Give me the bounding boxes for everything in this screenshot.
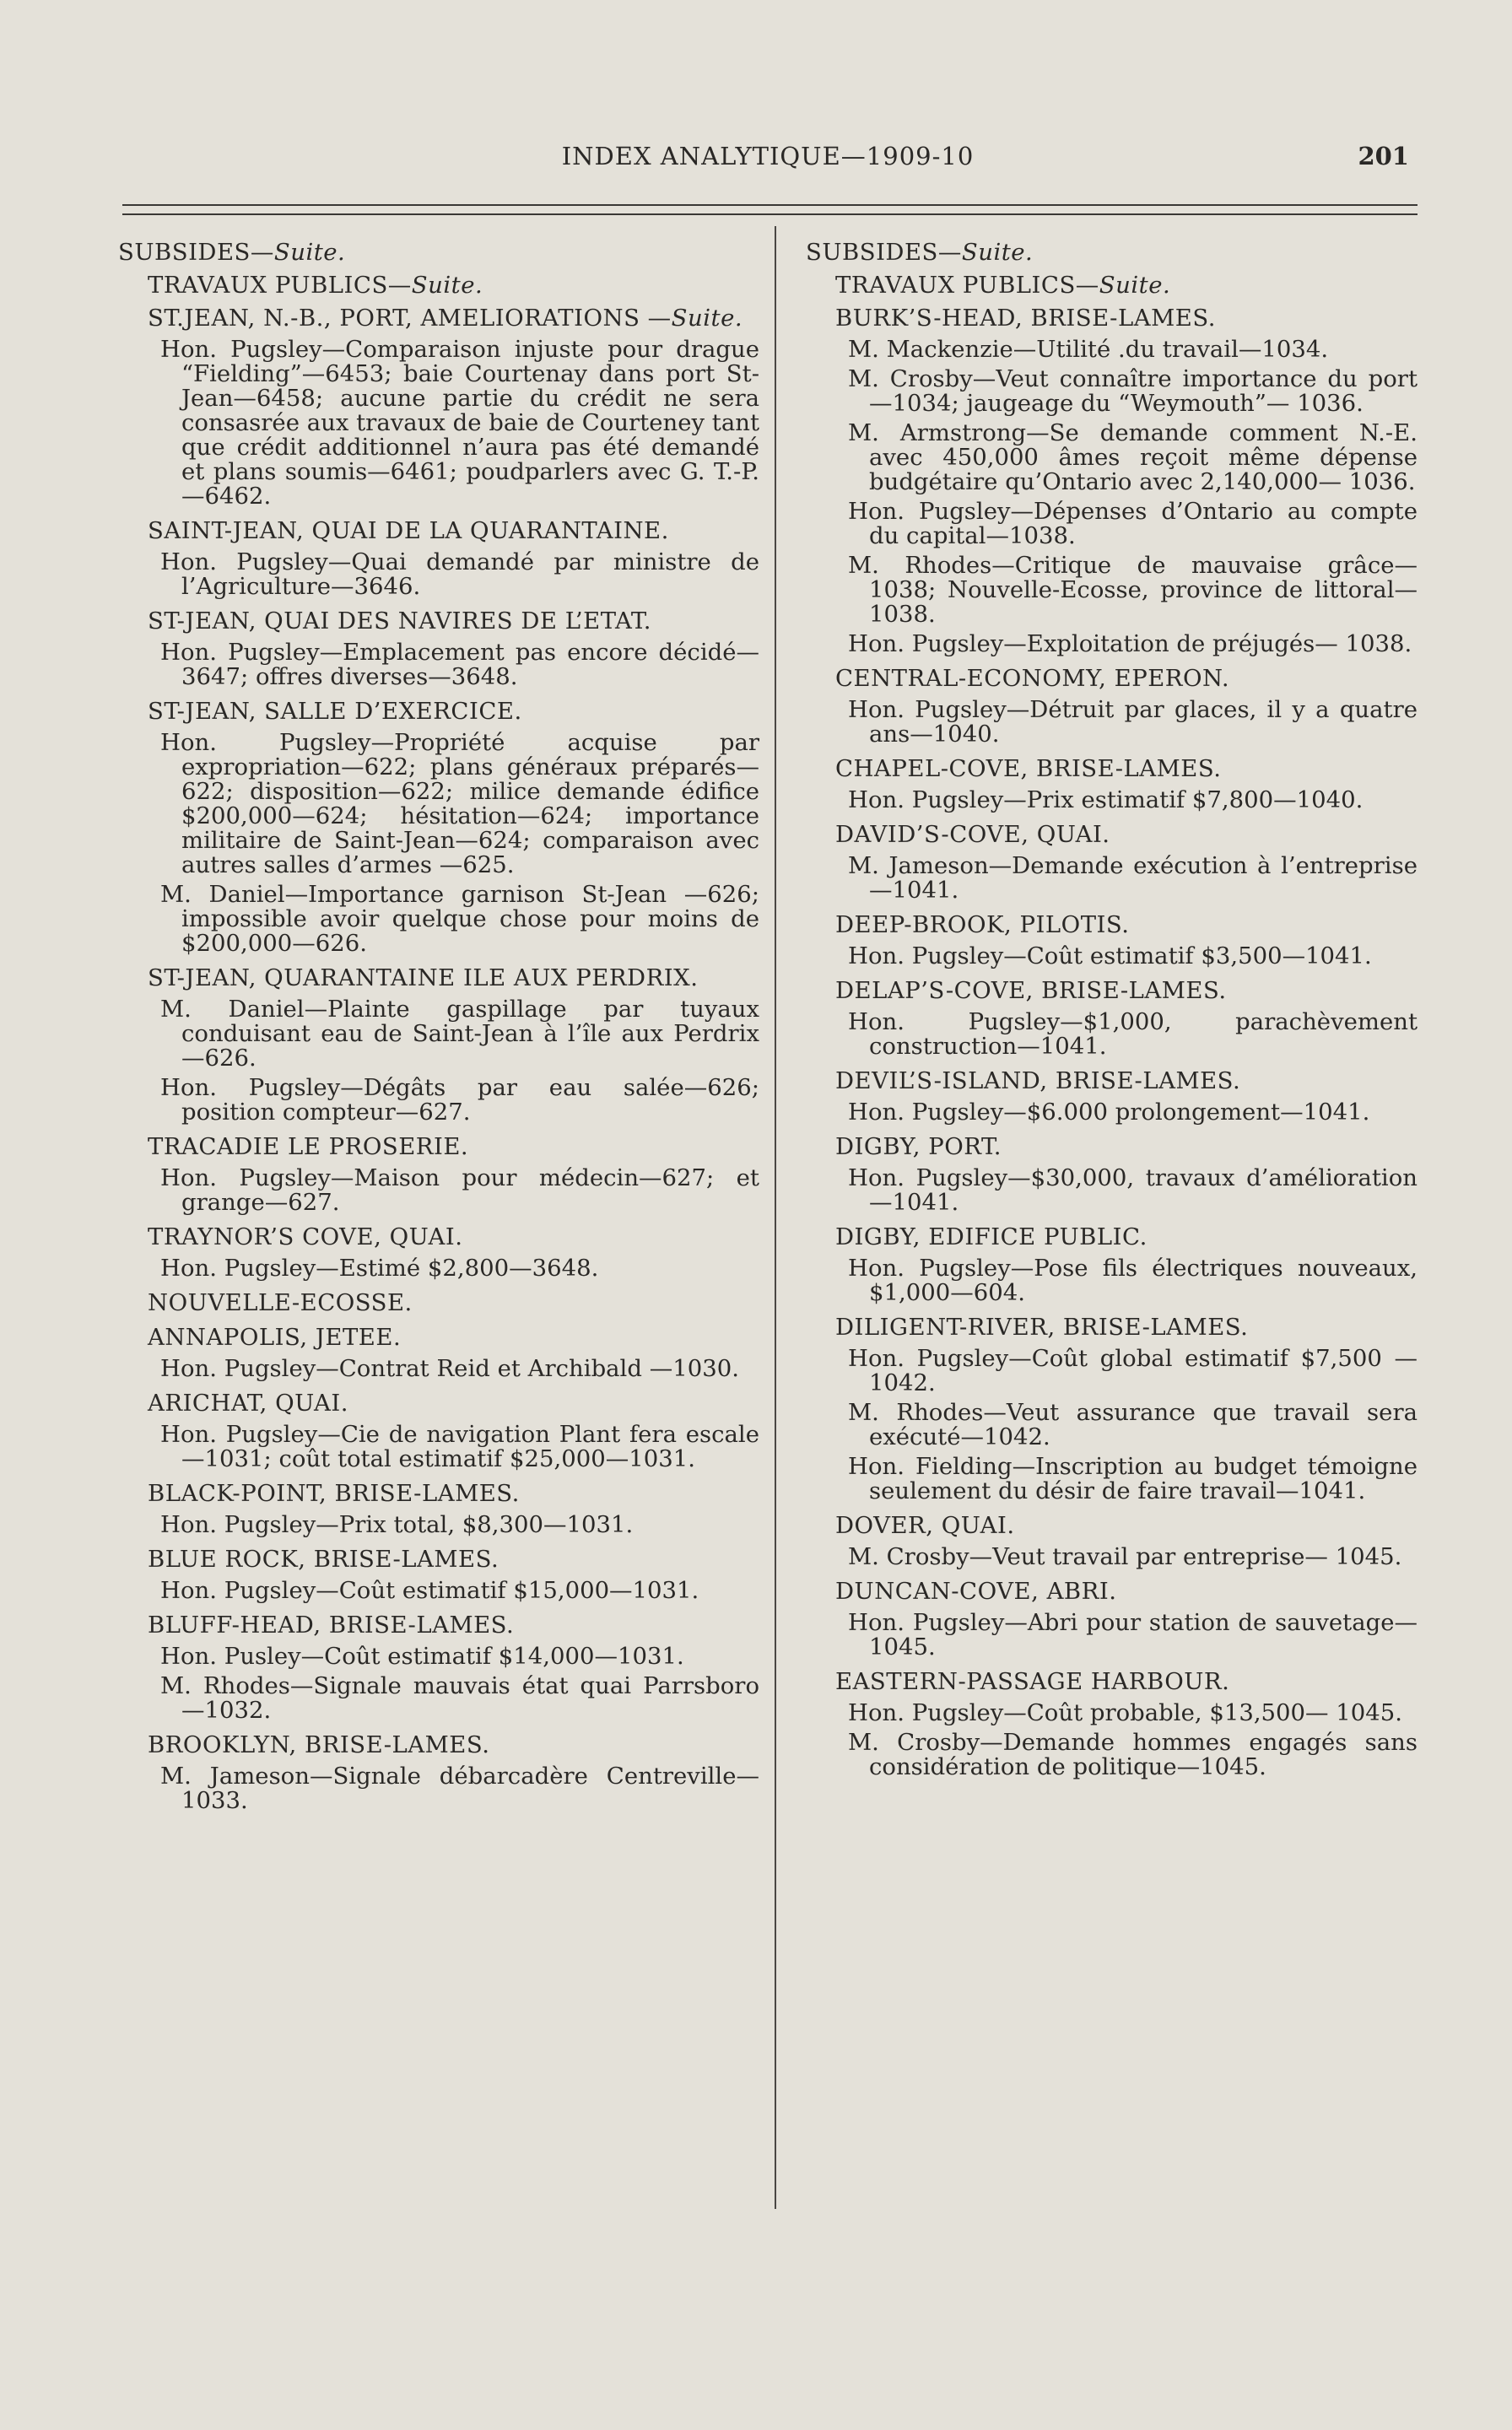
right-heading-main-suite: Suite. [961,239,1034,266]
entry-item: Hon. Pugsley—$1,000, parachèvement construction—1041. [848,1008,1418,1060]
index-entry [118,699,759,956]
column-divider [775,226,776,2209]
left-heading-main [118,240,759,265]
entry-title-text: DAVID’S-COVE, QUAI. [835,821,1110,848]
entry-item: Hon. Pugsley—Coût global estimatif $7,500 —1042. [848,1345,1418,1396]
header-rule-bottom [122,213,1418,215]
entry-title-text: ST-JEAN, QUAI DES NAVIRES DE L’ETAT. [148,608,651,634]
left-heading-sub [118,273,759,298]
entry-title [118,1135,759,1159]
entry-title-text: BURK’S-HEAD, BRISE-LAMES. [835,305,1216,332]
entry-title [118,966,759,991]
entry-title-text: DUNCAN-COVE, ABRI. [835,1578,1117,1605]
entry-title [118,1733,759,1758]
entry-title [806,1514,1418,1538]
page-header [127,142,1409,176]
entry-item: M. Crosby—Demande hommes engagés sans considération de politique—1045. [848,1729,1418,1780]
entry-title-text: NOUVELLE-ECOSSE. [148,1289,413,1316]
index-entry [118,1391,759,1472]
entry-title [806,757,1418,781]
right-heading-main-text: SUBSIDES— [806,239,962,266]
index-entry [118,1733,759,1813]
entry-title-suite: Suite. [671,305,743,332]
left-heading-sub-text: TRAVAUX PUBLICS— [148,272,412,299]
index-entry [118,1547,759,1603]
entry-title [118,1225,759,1250]
entry-item: M. Rhodes—Critique de mauvaise grâce— 1038; Nouvelle-Ecosse, province de littoral—1038. [848,552,1418,628]
entry-item: M. Daniel—Importance garnison St-Jean —626; impossible avoir quelque chose pour moins de $200,000—626. [160,881,759,957]
index-entry [118,609,759,689]
entry-title-text: SAINT-JEAN, QUAI DE LA QUARANTAINE. [148,517,669,544]
entry-item: Hon. Pugsley—Comparaison injuste pour drague “Fielding”—6453; baie Courtenay dans port St-Jean—6458; aucune partie du crédit ne sera consasrée aux travaux de baie de Courteney tant que crédit additionnel n’aura pas été demandé et plans soumis—6461; poudparlers avec G. T.-P.—6462. [160,336,759,510]
entry-title [806,1580,1418,1604]
index-entry [806,306,1418,656]
index-entry [806,1670,1418,1779]
entry-item: Hon. Pugsley—Dégâts par eau salée—626; position compteur—627. [160,1074,759,1126]
entry-item: M. Jameson—Demande exécution à l’entreprise—1041. [848,852,1418,904]
entry-title [118,306,759,331]
entry-title [118,1391,759,1416]
left-column [118,240,759,1823]
index-entry [118,519,759,599]
entry-item: Hon. Pugsley—Dépenses d’Ontario au compte du capital—1038. [848,498,1418,549]
entry-item: M. Crosby—Veut connaître importance du port—1034; jaugeage du “Weymouth”— 1036. [848,365,1418,417]
entry-item: M. Armstrong—Se demande comment N.-E. avec 450,000 âmes reçoit même dépense budgétaire qu’Ontario avec 2,140,000— 1036. [848,419,1418,495]
entry-title-text: DILIGENT-RIVER, BRISE-LAMES. [835,1314,1249,1341]
entry-title-text: ANNAPOLIS, JETEE. [148,1324,402,1351]
entry-title [118,1326,759,1350]
entry-item: M. Rhodes—Signale mauvais état quai Parrsboro—1032. [160,1672,759,1724]
entry-title [806,667,1418,691]
entry-title [806,1135,1418,1159]
entry-item: Hon. Pugsley—Prix total, $8,300—1031. [160,1511,634,1538]
entry-item: Hon. Pugsley—Pose fils électriques nouveaux, $1,000—604. [848,1255,1418,1306]
entry-title [806,1315,1418,1340]
entry-title-text: CENTRAL-ECONOMY, EPERON. [835,665,1230,692]
entry-item: Hon. Pugsley—$6.000 prolongement—1041. [848,1099,1370,1126]
left-heading-main-suite: Suite. [273,239,346,266]
entry-item: Hon. Pugsley—Emplacement pas encore décidé—3647; offres diverses—3648. [160,639,759,690]
entry-title-text: ST-JEAN, QUARANTAINE ILE AUX PERDRIX. [148,964,699,991]
entry-title [118,1613,759,1638]
entry-title-text: ST-JEAN, SALLE D’EXERCICE. [148,698,522,725]
entry-item: Hon. Pugsley—Contrat Reid et Archibald —1030. [160,1355,739,1382]
left-heading-sub-suite: Suite. [411,272,483,299]
left-heading-main-text: SUBSIDES— [118,239,274,266]
entry-title-text: TRACADIE LE PROSERIE. [148,1133,469,1160]
entry-title [118,519,759,543]
page-number: 201 [1358,142,1409,170]
entry-title [806,913,1418,937]
entry-title-text: TRAYNOR’S COVE, QUAI. [148,1223,463,1250]
index-entry [806,757,1418,813]
index-entry [118,1613,759,1723]
entry-item: Hon. Fielding—Inscription au budget témoigne seulement du désir de faire travail—1041. [848,1453,1418,1504]
entry-title [806,1225,1418,1250]
index-entry [118,966,759,1125]
entry-title-text: BLUFF-HEAD, BRISE-LAMES. [148,1612,515,1639]
index-entry [118,1225,759,1281]
index-entry [806,1069,1418,1125]
entry-item: Hon. Pugsley—Détruit par glaces, il y a quatre ans—1040. [848,696,1418,748]
entry-title [118,699,759,724]
index-entry [118,1326,759,1381]
entry-title [118,1547,759,1572]
entry-item: Hon. Pugsley—Maison pour médecin—627; et grange—627. [160,1164,759,1216]
entry-item: Hon. Pugsley—Coût estimatif $3,500—1041. [848,942,1372,969]
entry-title [806,979,1418,1003]
entry-title-text: EASTERN-PASSAGE HARBOUR. [835,1668,1230,1695]
index-entry [806,913,1418,969]
index-entry [806,1514,1418,1569]
entry-item: M. Jameson—Signale débarcadère Centreville—1033. [160,1763,759,1814]
entry-title-text: DIGBY, PORT. [835,1133,1002,1160]
entry-item: Hon. Pugsley—Exploitation de préjugés— 1038. [848,630,1412,657]
entry-title [118,609,759,634]
entry-item: M. Crosby—Veut travail par entreprise— 1045. [848,1543,1402,1570]
entry-title-text: DEEP-BROOK, PILOTIS. [835,911,1130,938]
entry-title [806,1670,1418,1694]
entry-item: M. Daniel—Plainte gaspillage par tuyaux conduisant eau de Saint-Jean à l’île aux Perdrix—626. [160,996,759,1072]
entry-title [806,1069,1418,1094]
right-heading-sub-text: TRAVAUX PUBLICS— [835,272,1099,299]
entry-item: Hon. Pugsley—Coût estimatif $15,000—1031. [160,1577,699,1604]
index-entry [806,1315,1418,1504]
entry-title-text: CHAPEL-COVE, BRISE-LAMES. [835,755,1222,782]
entry-item: M. Mackenzie—Utilité .du travail—1034. [848,336,1329,363]
index-entry [118,1135,759,1215]
entry-item: Hon. Pusley—Coût estimatif $14,000—1031. [160,1643,684,1670]
entry-item: Hon. Pugsley—Abri pour station de sauvetage—1045. [848,1609,1418,1660]
entry-title-text: ST.JEAN, N.-B., PORT, AMELIORATIONS — [148,305,672,332]
index-entry [806,1135,1418,1215]
entry-title-text: DIGBY, EDIFICE PUBLIC. [835,1223,1148,1250]
entry-item: Hon. Pugsley—Propriété acquise par expropriation—622; plans généraux préparés—622; disposition—622; milice demande édifice $200,000—624; hésitation—624; importance militaire de Saint-Jean—624; comparaison avec autres salles d’armes —625. [160,729,759,878]
entry-title-text: DELAP’S-COVE, BRISE-LAMES. [835,977,1227,1004]
entry-title-text: DEVIL’S-ISLAND, BRISE-LAMES. [835,1067,1241,1094]
index-entry [806,979,1418,1059]
entry-title-text: ARICHAT, QUAI. [148,1390,348,1417]
entry-item: Hon. Pugsley—Prix estimatif $7,800—1040. [848,786,1364,813]
entry-item: Hon. Pugsley—$30,000, travaux d’amélioration—1041. [848,1164,1418,1216]
index-entry [806,667,1418,747]
entry-title-text: BROOKLYN, BRISE-LAMES. [148,1731,490,1758]
right-heading-sub-suite: Suite. [1099,272,1171,299]
index-entry [118,1291,759,1315]
entry-item: Hon. Pugsley—Estimé $2,800—3648. [160,1255,599,1282]
entry-title [118,1482,759,1506]
entry-title-text: BLACK-POINT, BRISE-LAMES. [148,1480,520,1507]
entry-item: Hon. Pugsley—Coût probable, $13,500— 1045. [848,1699,1403,1726]
entry-item: Hon. Pugsley—Cie de navigation Plant fera escale—1031; coût total estimatif $25,000—1031. [160,1421,759,1472]
entry-title [118,1291,759,1315]
header-rule-top [122,204,1418,206]
index-entry [806,1225,1418,1305]
running-title: INDEX ANALYTIQUE—1909-10 [561,142,975,170]
entry-item: M. Rhodes—Veut assurance que travail sera exécuté—1042. [848,1399,1418,1450]
entry-title [806,823,1418,847]
right-entries [806,306,1418,1779]
right-column [806,240,1418,1790]
left-entries [118,306,759,1813]
right-heading-sub [806,273,1418,298]
index-entry [118,1482,759,1537]
entry-title-text: BLUE ROCK, BRISE-LAMES. [148,1546,500,1573]
index-entry [806,823,1418,903]
index-entry [806,1580,1418,1660]
entry-title-text: DOVER, QUAI. [835,1512,1015,1539]
index-entry [118,306,759,509]
right-heading-main [806,240,1418,265]
entry-title [806,306,1418,331]
entry-item: Hon. Pugsley—Quai demandé par ministre de l’Agriculture—3646. [160,548,759,600]
